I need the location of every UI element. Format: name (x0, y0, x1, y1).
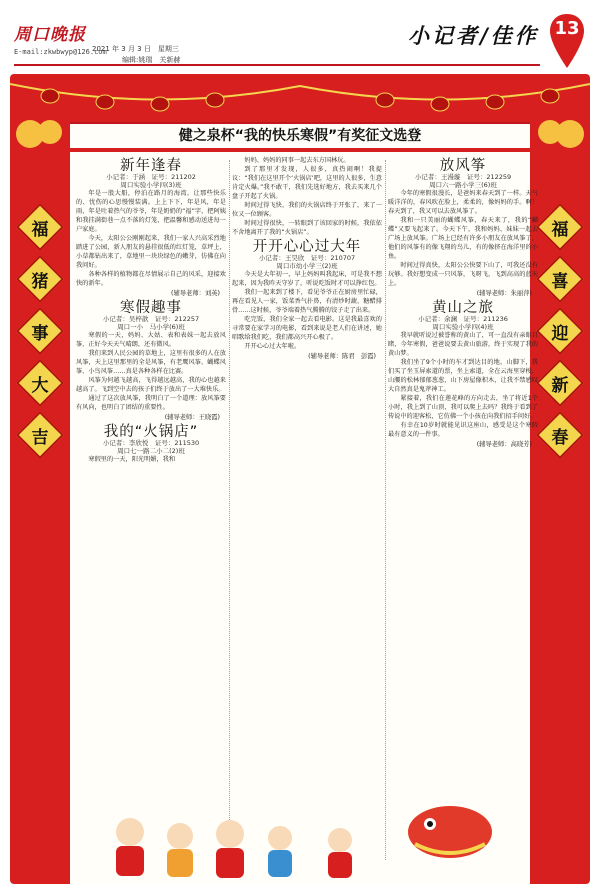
article-paragraph: 吃完饭，我们全家一起去看电影。这是我最喜欢的寻常要在家学习的电影，看到来说是老人们在讲述，她唱歌给我们吃，我们都高兴开心极了。 (232, 316, 382, 341)
article-byline: 小记者：吴梓歆 证号：212257 (102, 315, 200, 323)
editors-line: 编辑:姚瑞 关新赫 (122, 56, 181, 64)
article-paragraph: 时间过得飞快，我们的火锅店终于开张了，来了一位又一位顾客。 (232, 202, 382, 218)
article-paragraph: 时间过得真快，太阳公公快要下山了，可我还没有玩够。我好想变成一只风筝，飞呀飞，飞到高高的蓝天上。 (388, 262, 538, 287)
article-byline: 小记者：余澜 证号：211236 (418, 315, 508, 323)
left-banner (18, 210, 62, 470)
banner-char: 春 (536, 411, 584, 459)
banner-char: 事 (16, 307, 64, 355)
article-school: 周口七一路二小二(2)班 (117, 447, 185, 455)
article-byline: 小记者：王漫璇 证号：212259 (414, 173, 512, 181)
article-paragraph: 妈妈、妈妈的同事一起去东方国林玩。 (244, 157, 350, 164)
article-paragraph: 寒假里的一天，阳光明媚，我和 (88, 456, 176, 463)
email-address: E-mail:zkwbwyp@126.com (14, 48, 107, 56)
column-divider (385, 160, 386, 860)
section-title: 小记者/佳作 (408, 23, 539, 48)
article-title: 寒假趣事 (120, 300, 182, 316)
article-paragraph: 时间过得很快，一转眼到了该回家的时候，我依依不舍地离开了我的“火锅店”。 (232, 220, 382, 236)
article (76, 300, 226, 422)
article-paragraph: 今年的寒假很漫长，是爸妈来春天到了一样。天气暖洋洋的，春风吹在脸上，柔柔的，像妈妈的手。啊！春天到了，我又可以去放风筝了。 (388, 190, 538, 215)
article (388, 158, 538, 298)
article-paragraph: 有幸在10岁时就能见识这座山，感受是这个寒假最有意义的一件事。 (388, 422, 538, 438)
article-paragraph: 紧接着，我们在莲花峰的方向走去，坐了将近1个小时，我上到了山顶，我可以爬上去吗？我终于看到了传说中的迎客松，它仿佛一个小孩在向我们招手问好。 (388, 395, 538, 420)
article-paragraph: 到了那里才发现，人很多，真热闹啊！我提议：“我们在这里开个‘火锅店’吧，这里的人很多，生意肯定火爆。”我不敢干，我们先选好地方，我去买来几个盘子开起了火锅。 (232, 166, 382, 200)
article-paragraph: 风筝为何越飞越高，飞得越远越高，我的心也越来越高了。飞到空中去的孩子们终于放出了一大堆快乐。 (76, 377, 226, 393)
article-teacher: (辅导老师：刘英) (171, 290, 220, 297)
article (232, 239, 382, 361)
right-banner (538, 210, 582, 470)
article-title: 新年逢春 (120, 158, 182, 174)
article-paragraph: 年是一股大船，停泊在路月的海湾，让那些快乐的、忧伤的心思慢慢装满。上上下下，年是风，年是雨，年是吐着热气的爷爷，年是奶奶的“福”字，把阿姨和我挂满街巷一点不落的灯笼，把温馨和感动送进每一户家庭。 (76, 190, 226, 233)
issue-date: 2021 年 3 月 3 日 星期三 (92, 45, 179, 53)
article-paragraph: 开开心心过大年啦。 (244, 343, 301, 350)
header-rule (14, 64, 540, 66)
article-paragraph: 我们坐了9个小时的车才到达目的地。山脚下，我们买了坐玉屏索道的票，坐上索道，全在云海里穿梭，山腰的松林郁郁葱葱，山下房屋像积木，让我不禁感叹大自然真是鬼斧神工。 (388, 359, 538, 393)
article-paragraph: 我们一起来到了楼下，看见爷爷正在厨房里忙碌，再在看见人一家，饭菜香气扑鼻，有清炒时蔬、糖醋排骨……这时候，爷爷端着热气腾腾的饺子走了出来。 (232, 289, 382, 314)
article-byline: 小记者：于涵 证号：211202 (106, 173, 196, 181)
banner-char: 迎 (536, 307, 584, 355)
column-middle (232, 156, 382, 367)
main-title: 健之泉杯“我的快乐寒假”有奖征文选登 (70, 122, 530, 148)
masthead (0, 0, 600, 66)
festival-kids-illustration (70, 792, 530, 882)
article-byline: 小记者：李欣悦 证号：211530 (102, 439, 200, 447)
banner-char: 猪 (16, 255, 64, 303)
banner-char: 喜 (536, 255, 584, 303)
article-paragraph: 通过了这次放风筝，我明白了一个道理：放风筝要有风向，也明白了团结的重要性。 (76, 395, 226, 411)
article-paragraph: 我早就听说过被誉称的黄山了，可一直没有亲眼目睹，今年寒假，爸爸说要去黄山旅游，终于实现了我的黄山梦。 (388, 332, 538, 357)
banner-char: 吉 (16, 411, 64, 459)
article (388, 300, 538, 449)
page-number-badge (548, 12, 586, 72)
article-title: 黄山之旅 (432, 300, 494, 316)
article (232, 156, 382, 237)
article-school: 周口实验小学四(3)班 (120, 181, 182, 189)
article-school: 周口市幼小学三(2)班 (276, 262, 338, 270)
article-title: 我的“火锅店” (103, 424, 199, 440)
article-teacher: (辅导老师：朱丽萍) (476, 290, 532, 297)
column-divider (229, 160, 230, 860)
celebration-kids-icon (70, 792, 530, 882)
article-byline: 小记者：王昊欣 证号：210707 (258, 254, 356, 262)
article-teacher: (辅导老师：陈君 彭霞) (308, 353, 376, 360)
article-paragraph: 今天，太阳公公刚刚起来，我们一家人兴高采烈地踏进了公园，新人朋友的悬挂很低的红灯笼，草坪上，小草都钻出来了，草地里一块块绿色的嫩芽，仿佛在向我问好。 (76, 235, 226, 269)
article-paragraph: 寒假的一天，妈妈、大姑、表和表妹一起去放风筝，正好今天天气晴朗，还有微风。 (76, 332, 226, 348)
banner-char: 福 (16, 203, 64, 251)
article-teacher: (辅导老师：高晓芳) (476, 441, 532, 448)
article (76, 158, 226, 298)
banner-char: 福 (536, 203, 584, 251)
article-title: 放风筝 (439, 158, 487, 174)
newspaper-logo: 周口晚报 (14, 25, 86, 45)
article-school: 周口实验小学四(4)班 (432, 323, 494, 331)
banner-char: 大 (16, 359, 64, 407)
article (76, 424, 226, 464)
article-paragraph: 今天是大年初一，早上妈妈叫我起床，可是我不想起来，因为我昨天守岁了，听说吃饭时才可以挣红包。 (232, 271, 382, 287)
page-number: 13 (554, 18, 580, 39)
article-school: 周口一小 马小学(6)班 (117, 323, 185, 331)
banner-char: 新 (536, 359, 584, 407)
article-paragraph: 各种各样的植物都在尽情展示自己的风采，迎接欢快的新年。 (76, 271, 226, 287)
article-paragraph: 我和一只美丽的蝴蝶风筝，春天来了，我的“蝴蝶”又要飞起来了。今天下午，我和妈妈、妹妹一起去广场上放风筝。广场上已经有许多小朋友在放风筝了，他们的风筝有的像飞翔的鸟儿，有的像挤在海洋里的小鱼。 (388, 217, 538, 260)
column-right (388, 156, 538, 455)
article-teacher: (辅导老师：王晓霞) (164, 414, 220, 421)
column-left (76, 156, 226, 470)
article-school: 周口六一路小学三(6)班 (429, 181, 497, 189)
article-title: 开开心心过大年 (252, 239, 362, 255)
article-paragraph: 我们来到人民公园的草地上，这里有很多的人在放风筝，天上这里那里的全是风筝，有老鹰风筝、蝴蝶风筝、小鸟风筝……真是各种各样在比赛。 (76, 350, 226, 375)
